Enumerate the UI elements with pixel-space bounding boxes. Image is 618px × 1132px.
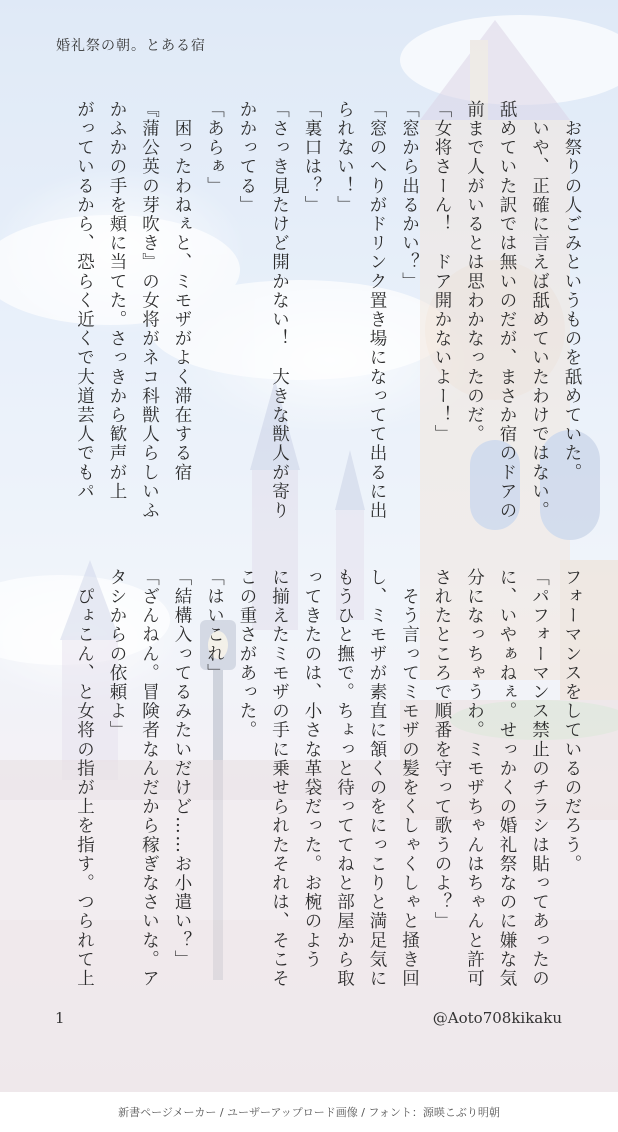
text-column: 「窓から出るかい？」 bbox=[399, 100, 420, 291]
text-column: 「女将さーん！ ドア開かないよー！」 bbox=[432, 100, 452, 444]
text-column: 「さっき見たけど開かない！ 大きな獣人が寄り bbox=[269, 100, 290, 521]
text-column: もうひと撫で。ちょっと待っててねと部屋から取 bbox=[334, 568, 355, 989]
text-column: かふかの手を頬に当てた。さっきから歓声が上 bbox=[107, 100, 127, 502]
text-column: タシからの依頼よ」 bbox=[107, 568, 127, 740]
text-column: この重さがあった。 bbox=[237, 568, 257, 740]
text-column: ぴょこん、と女将の指が上を指す。つられて上 bbox=[74, 568, 95, 989]
text-column: そう言ってミモザの髪をくしゃくしゃと掻き回 bbox=[399, 568, 420, 989]
text-column: がっているから、恐らく近くで大道芸人でもパ bbox=[74, 100, 95, 502]
text-column: 「あらぁ」 bbox=[204, 100, 225, 196]
text-column: に、いやぁねぇ。せっかくの婚礼祭なのに嫌な気 bbox=[497, 568, 517, 989]
text-column: に揃えたミモザの手に乗せられたそれは、そこそ bbox=[269, 568, 290, 989]
text-column: 『蒲公英の芽吹き』の女将がネコ科獣人らしいふ bbox=[139, 100, 160, 521]
text-column: 「窓のへりがドリンク置き場になってて出るに出 bbox=[367, 100, 387, 521]
text-column: 「パフォーマンス禁止のチラシは貼ってあったの bbox=[529, 568, 550, 989]
text-column: 分になっちゃうわ。ミモザちゃんはちゃんと許可 bbox=[464, 568, 485, 989]
text-column: し、ミモザが素直に頷くのをにっこりと満足気に bbox=[367, 568, 387, 989]
text-column: ってきたのは、小さな革袋だった。お椀のよう bbox=[302, 568, 322, 970]
text-column: お祭りの人ごみというものを舐めていた。 bbox=[562, 100, 582, 482]
chapter-title: 婚礼祭の朝。とある宿 bbox=[56, 38, 206, 54]
text-column: かかってる」 bbox=[237, 100, 257, 215]
page-number: 1 bbox=[55, 1009, 65, 1027]
footer-credit: 新書ページメーカー / ユーザーアップロード画像 / フォント：源暎こぶり明朝 bbox=[0, 1092, 618, 1132]
text-column: 舐めていた訳では無いのだが、まさか宿のドアの bbox=[497, 100, 517, 521]
text-column: 困ったわねぇと、ミモザがよく滞在する宿 bbox=[172, 100, 192, 482]
text-column: 「はいこれ」 bbox=[204, 568, 225, 683]
author-handle: @Aoto708kikaku bbox=[432, 1009, 562, 1027]
text-column: フォーマンスをしているのだろう。 bbox=[562, 568, 582, 874]
text-column: 「結構入ってるみたいだけど……お小遣い？」 bbox=[172, 568, 192, 970]
text-column: られない！」 bbox=[334, 100, 355, 215]
text-column: 「裏口は？」 bbox=[302, 100, 322, 215]
text-column: いや、正確に言えば舐めていたわけではない。 bbox=[529, 100, 550, 521]
text-column: 「ざんねん。冒険者なんだから稼ぎなさいな。ア bbox=[139, 568, 160, 989]
text-column: されたところで順番を守って歌うのよ？」 bbox=[432, 568, 452, 931]
text-column: 前まで人がいるとは思わかなったのだ。 bbox=[464, 100, 485, 444]
